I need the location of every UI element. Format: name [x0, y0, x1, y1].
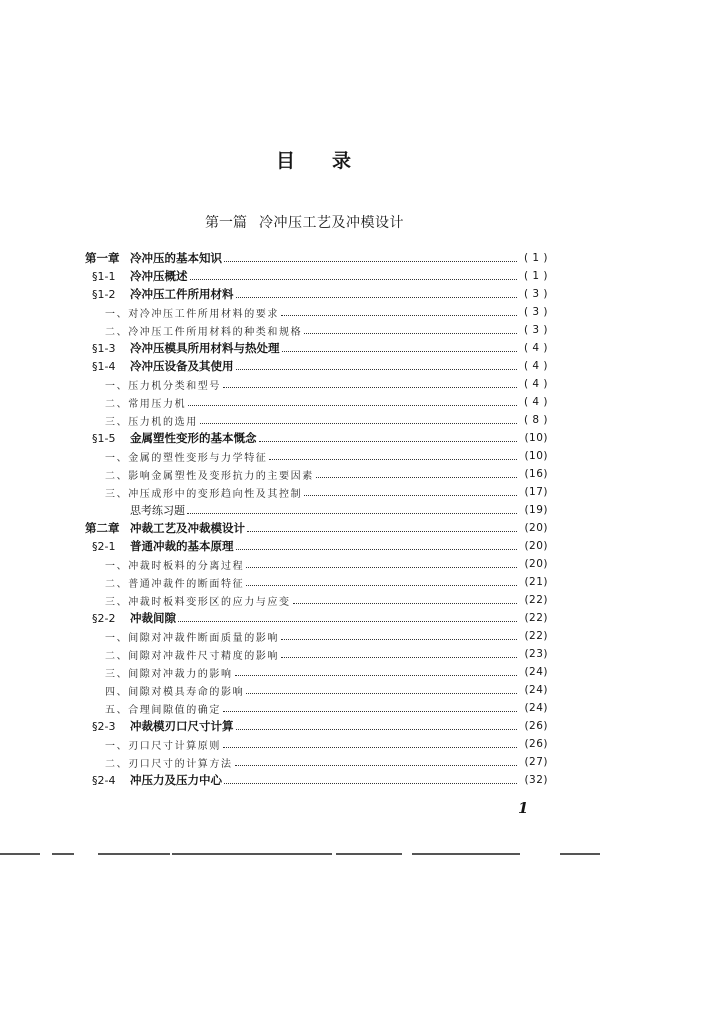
toc-item-entry: [85, 663, 548, 681]
page-ref: (24): [524, 684, 548, 696]
dot-leader: [200, 423, 517, 424]
entry-title: 一、刃口尺寸计算原则: [105, 740, 221, 752]
table-of-contents: [85, 249, 548, 789]
entry-title: 一、冲裁时板料的分离过程: [105, 560, 245, 572]
entry-title: 一、间隙对冲裁件断面质量的影响: [105, 632, 279, 644]
toc-item-entry: [85, 753, 548, 771]
entry-title: 二、普通冲裁件的断面特征: [105, 578, 245, 590]
toc-item-entry: [85, 681, 548, 699]
page-ref: ( 1 ): [523, 252, 548, 264]
toc-item-entry: [85, 375, 548, 393]
entry-title: 一、压力机分类和型号: [105, 380, 221, 392]
entry-title: 一、对冷冲压工件所用材料的要求: [105, 308, 279, 320]
chapter-number: 第二章: [85, 521, 120, 535]
entry-title: 二、常用压力机: [105, 398, 187, 410]
page-ref: (20): [524, 540, 548, 552]
dot-leader: [236, 729, 518, 730]
page-ref: (24): [524, 702, 548, 714]
scan-artifact-segment: [98, 853, 170, 855]
dot-leader: [187, 513, 517, 514]
page-ref: (26): [524, 720, 548, 732]
section-number: §1-4: [92, 359, 116, 373]
toc-section-entry: [85, 537, 548, 555]
entry-title: 冲压力及压力中心: [130, 773, 222, 787]
scan-artifact-segment: [52, 853, 74, 855]
entry-title: 金属塑性变形的基本慨念: [130, 431, 257, 445]
part-heading: [205, 212, 404, 232]
page-ref: (21): [524, 576, 548, 588]
dot-leader: [190, 279, 518, 280]
page-title: 目录: [276, 150, 389, 172]
section-number: §2-2: [92, 611, 116, 625]
page-ref: (24): [524, 666, 548, 678]
toc-item-entry: [85, 447, 548, 465]
page-ref: (22): [524, 612, 548, 624]
scan-artifact-segment: [412, 853, 520, 855]
toc-section-entry: [85, 339, 548, 357]
dot-leader: [247, 531, 517, 532]
toc-item-entry: [85, 555, 548, 573]
page-ref: ( 4 ): [523, 378, 548, 390]
toc-item-entry: [85, 465, 548, 483]
dot-leader: [223, 387, 517, 388]
section-number: §1-5: [92, 431, 116, 445]
dot-leader: [236, 297, 518, 298]
toc-item-entry: [85, 699, 548, 717]
entry-title: 三、冲裁时板料变形区的应力与应变: [105, 596, 291, 608]
page-ref: (10): [524, 450, 548, 462]
section-number: §1-1: [92, 269, 116, 283]
entry-title: 冲裁间隙: [130, 611, 176, 625]
scan-artifact-segment: [0, 853, 40, 855]
chapter-number: 第一章: [85, 251, 120, 265]
entry-title: 三、压力机的选用: [105, 416, 198, 428]
page-ref: (20): [524, 522, 548, 534]
dot-leader: [281, 657, 517, 658]
toc-item-entry: [85, 645, 548, 663]
entry-title: 二、冷冲压工件所用材料的种类和规格: [105, 326, 303, 338]
page-ref: (22): [524, 630, 548, 642]
section-number: §2-1: [92, 539, 116, 553]
toc-item-entry: [85, 411, 548, 429]
page-ref: ( 4 ): [523, 360, 548, 372]
entry-title: 二、影响金属塑性及变形抗力的主要因素: [105, 470, 314, 482]
entry-title: 一、金属的塑性变形与力学特征: [105, 452, 268, 464]
toc-section-entry: [85, 717, 548, 735]
section-number: §1-2: [92, 287, 116, 301]
toc-section-entry: [85, 771, 548, 789]
dot-leader: [269, 459, 517, 460]
section-number: §2-3: [92, 719, 116, 733]
page-ref: (19): [524, 504, 548, 516]
page-ref: ( 3 ): [523, 288, 548, 300]
dot-leader: [236, 369, 518, 370]
dot-leader: [224, 261, 517, 262]
scan-artifact-segment: [336, 853, 402, 855]
page-ref: ( 4 ): [523, 342, 548, 354]
toc-item-entry: [85, 483, 548, 501]
entry-title: 普通冲裁的基本原理: [130, 539, 234, 553]
dot-leader: [293, 603, 517, 604]
page-ref: ( 3 ): [523, 324, 548, 336]
toc-item-entry: [85, 591, 548, 609]
page-ref: ( 1 ): [523, 270, 548, 282]
entry-title: 冷冲压概述: [130, 269, 188, 283]
entry-title: 冷冲压设备及其使用: [130, 359, 234, 373]
dot-leader: [223, 747, 517, 748]
entry-title: 冷冲压模具所用材料与热处理: [130, 341, 280, 355]
toc-exercise-entry: [85, 501, 548, 519]
entry-title: 冲裁模刃口尺寸计算: [130, 719, 234, 733]
page-ref: (10): [524, 432, 548, 444]
toc-chapter-entry: [85, 519, 548, 537]
part-label: 第一篇: [205, 215, 247, 231]
part-name: 冷冲压工艺及冲模设计: [259, 215, 404, 231]
scan-artifact-segment: [560, 853, 600, 855]
page-ref: (26): [524, 738, 548, 750]
dot-leader: [281, 315, 517, 316]
dot-leader: [304, 495, 517, 496]
scan-artifact-line: [0, 853, 715, 857]
toc-section-entry: [85, 609, 548, 627]
toc-section-entry: [85, 357, 548, 375]
toc-item-entry: [85, 321, 548, 339]
page-ref: (27): [524, 756, 548, 768]
toc-item-entry: [85, 303, 548, 321]
toc-item-entry: [85, 393, 548, 411]
page-ref: (20): [524, 558, 548, 570]
dot-leader: [282, 351, 518, 352]
page-ref: ( 4 ): [523, 396, 548, 408]
page-ref: ( 8 ): [523, 414, 548, 426]
entry-title: 三、间隙对冲裁力的影响: [105, 668, 233, 680]
entry-title: 五、合理间隙值的确定: [105, 704, 221, 716]
page-ref: (23): [524, 648, 548, 660]
toc-item-entry: [85, 735, 548, 753]
toc-item-entry: [85, 627, 548, 645]
section-number: §1-3: [92, 341, 116, 355]
page-ref: (16): [524, 468, 548, 480]
entry-title: 冷冲压工件所用材料: [130, 287, 234, 301]
dot-leader: [316, 477, 517, 478]
dot-leader: [246, 585, 517, 586]
entry-title: 思考练习题: [130, 504, 185, 517]
toc-section-entry: [85, 267, 548, 285]
dot-leader: [246, 567, 517, 568]
entry-title: 三、冲压成形中的变形趋向性及其控制: [105, 488, 303, 500]
dot-leader: [246, 693, 517, 694]
entry-title: 冷冲压的基本知识: [130, 251, 222, 265]
toc-chapter-entry: [85, 249, 548, 267]
entry-title: 二、刃口尺寸的计算方法: [105, 758, 233, 770]
dot-leader: [235, 765, 517, 766]
section-number: §2-4: [92, 773, 116, 787]
toc-section-entry: [85, 429, 548, 447]
dot-leader: [236, 549, 518, 550]
dot-leader: [224, 783, 517, 784]
dot-leader: [304, 333, 517, 334]
page-number: 1: [518, 799, 529, 817]
page-ref: (22): [524, 594, 548, 606]
toc-item-entry: [85, 573, 548, 591]
page-ref: ( 3 ): [523, 306, 548, 318]
page-ref: (17): [524, 486, 548, 498]
dot-leader: [259, 441, 518, 442]
dot-leader: [178, 621, 517, 622]
dot-leader: [223, 711, 517, 712]
entry-title: 四、间隙对模具寿命的影响: [105, 686, 245, 698]
dot-leader: [235, 675, 517, 676]
toc-section-entry: [85, 285, 548, 303]
dot-leader: [281, 639, 517, 640]
entry-title: 冲裁工艺及冲裁模设计: [130, 521, 245, 535]
page-ref: (32): [524, 774, 548, 786]
entry-title: 二、间隙对冲裁件尺寸精度的影响: [105, 650, 279, 662]
scan-artifact-segment: [172, 853, 332, 855]
dot-leader: [188, 405, 517, 406]
